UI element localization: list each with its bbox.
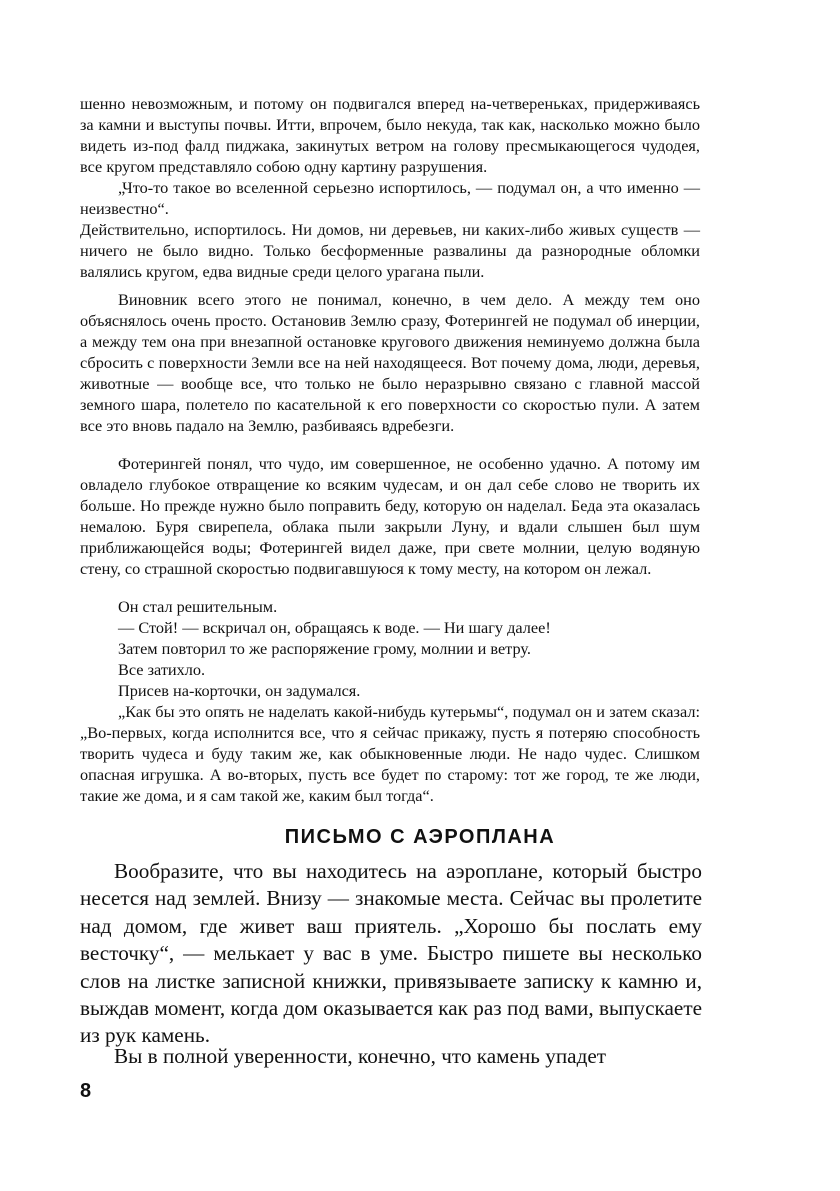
story-paragraph-7: — Стой! — вскричал он, обращаясь к воде. — Ни шагу далее! [118,618,551,637]
story-paragraph-8: Затем повторил то же распоряжение грому, молнии и ветру. [118,639,531,658]
story-paragraph-4: Виновник всего этого не понимал, конечно, в чем дело. А между тем оно объяснялось очень просто. Остановив Землю сразу, Фотерингей не подумал об инерции, а между тем она при внезапной остановке кругового движения неминуемо должна была сбросить с поверхности Земли все на ней находящееся. Вот почему дома, люди, деревья, животные — вообще все, что только не было неразрывно связано с главной массой земного шара, полетело по касательной к его поверхности со скоростью пули. А затем все это вновь падало на Землю, разбиваясь вдребезги. [80,290,700,435]
page-number: 8 [80,1080,92,1102]
story-paragraph-5: Фотерингей понял, что чудо, им совершенное, не особенно удачно. А потому им овладело глубокое отвращение ко всяким чудесам, и он дал себе слово не творить их больше. Но прежде нужно было поправить беду, которую он наделал. Беда эта оказалась немалою. Буря свирепела, облака пыли закрыли Луну, и вдали слышен был шум приближающейся воды; Фотерингей видел даже, при свете молнии, целую водяную стену, со страшной скоростью подвигавшуюся к тому месту, на котором он лежал. [80,454,700,578]
section-paragraph-1: Вообразите, что вы находитесь на аэроплане, который быстро несется над землей. Внизу — знакомые места. Сейчас вы пролетите над домом, где живет ваш приятель. „Хорошо бы послать ему весточку“, — мелькает у вас в уме. Быстро пишете вы несколько слов на листке записной книжки, привязываете записку к камню и, выждав момент, когда дом оказывается как раз под вами, выпускаете из рук камень. [80,859,702,1048]
story-paragraph-1: шенно невозможным, и потому он подвигался вперед на-четвереньках, придерживаясь за камни и выступы почвы. Итти, впрочем, было некуда, так как, насколько можно было видеть из-под фалд пиджака, закинутых ветром на голову пресмыкающегося чудодея, все кругом представляло собою одну картину разрушения. [80,94,700,176]
section-paragraph-2: Вы в полной уверенности, конечно, что камень упадет [114,1044,607,1068]
story-paragraph-2: „Что-то такое во вселенной серьезно испортилось, — подумал он, а что именно — неизвестно“. [80,178,700,218]
story-paragraph-9: Все затихло. [118,660,206,679]
section-heading: ПИСЬМО С АЭРОПЛАНА [284,826,556,848]
story-paragraph-6: Он стал решительным. [118,597,278,616]
story-paragraph-11: „Как бы это опять не наделать какой-нибудь кутерьмы“, подумал он и затем сказал: „Во-первых, когда исполнится все, что я сейчас прикажу, пусть я потеряю способность творить чудеса и буду таким же, как обыкновенные люди. Не надо чудес. Слишком опасная игрушка. А во-вторых, пусть все будет по старому: тот же город, те же люди, такие же дома, и я сам такой же, каким был тогда“. [80,702,700,805]
story-paragraph-3: Действительно, испортилось. Ни домов, ни деревьев, ни каких-либо живых существ — ничего не было видно. Только бесформенные развалины да разнородные обломки валялись кругом, едва видные среди целого урагана пыли. [80,220,700,281]
story-paragraph-10: Присев на-корточки, он задумался. [118,681,361,700]
